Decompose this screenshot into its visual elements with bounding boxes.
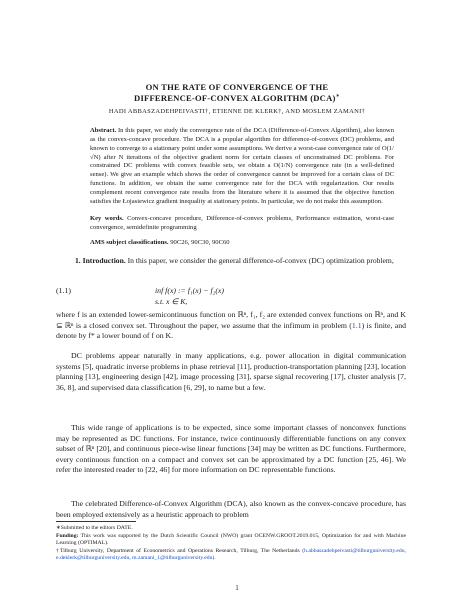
abstract [90, 127, 394, 207]
title-footnote-mark: ∗ [335, 94, 340, 100]
footnote-funding [56, 533, 406, 547]
ams-classification [90, 239, 394, 248]
paragraph-applications: DC problems appear naturally in many applications, e.g. power allocation in digital communication systems [5], quadratic inverse problems in phase retrieval [11], production-transportation planning [23], location planning [13], engineering design [42], image processing [31], sparse signal recovering [17], cluster analysis [7, 36, 8], and supervised data classification [6, 29], to name but a few. [56, 351, 406, 392]
paragraph-assumptions-text-2: ) is finite, and denote by f* a lower bound of f on K. [56, 320, 406, 341]
footnote-submitted: ∗Submitted to the editors DATE. [56, 525, 133, 531]
ams-codes: 90C26, 90C30, 90C60 [170, 239, 230, 246]
funding-label: Funding: [56, 533, 79, 539]
equation-number: (1.1) [56, 286, 71, 295]
keywords-label: Key words. [90, 215, 124, 222]
section-1-number: 1. [75, 256, 81, 265]
equation-constraint: s.t. x ∈ K, [155, 297, 188, 306]
keywords-text: Convex-concave procedure, Difference-of-convex problems, Performance estimation, worst-case convergence, semidefinite programming [90, 215, 394, 231]
abstract-text: In this paper, we study the convergence rate of the DCA (Difference-of-Convex Algorithm), also known as the convex-concave procedure. The DCA is a popular algorithm for difference-of-convex (DC) problems, and known to converge to a stationary point under some assumptions. We derive a worst-case convergence rate of O(1/√N) after N iterations of the objective gradient norm for certain classes of unconstrained DC problems. For constrained DC problems with convex feasible sets, we obtain a O(1/N) convergence rate (in a well-defined sense). We give an example which shows the order of convergence cannot be improved for a certain class of DC functions. In addition, we obtain the same convergence rate for the DCA with regularization. Our results complement recent convergence rate results from the literature where it is assumed that the objective function satisfies the Łojasiewicz gradient inequality at stationary points. In particular, we do not make this assumption. [90, 127, 394, 205]
email-link-3[interactable]: m.zamani_1@tilburguniversity.edu). [132, 555, 216, 562]
footnote-rule [56, 521, 136, 522]
paper-title-line-1: ON THE RATE OF CONVERGENCE OF THE [145, 82, 329, 92]
equation-reference-link[interactable]: 1.1 [351, 320, 362, 330]
footnote-affiliation [56, 548, 406, 562]
author-list: HADI ABBASZADEHPEIVASTI†, ETIENNE DE KLERK†, AND MOSLEM ZAMANI† [108, 108, 366, 115]
paragraph-dc-functions: This wide range of applications is to be expected, since some important classes of nonconvex functions may be represented as DC functions. For instance, twice continuously differentiable functions on any convex subset of ℝⁿ [20], and continuous piece-wise linear functions [34] may be written as DC functions. Furthermore, every continuous function on a compact and convex set can be approximated by a DC function [25, 46]. We refer the interested reader to [22, 46] for more information on DC representable functions. [56, 423, 406, 475]
affiliation-text: †Tilburg University, Department of Econometrics and Operations Research, Tilburg, The Netherlands [56, 548, 300, 554]
page-number: 1 [235, 584, 239, 592]
email-link-1[interactable]: (h.abbaszadehpeivasti@tilburguniversity.edu, [302, 548, 406, 554]
paper-title-line-2 [0, 93, 474, 103]
keywords [90, 215, 394, 233]
paper-title-line-2-text: DIFFERENCE-OF-CONVEX ALGORITHM (DCA) [134, 93, 336, 103]
paragraph-assumptions-text-1: where f is an extended lower-semicontinuous function on ℝⁿ, f₁, f₂ are extended convex functions on ℝⁿ, and K ⊆ ℝⁿ is a closed convex set. Throughout the paper, we assume that the infimum in problem ( [56, 310, 406, 330]
abstract-label: Abstract. [90, 127, 117, 134]
paragraph-dca: The celebrated Difference-of-Convex Algorithm (DCA), also known as the convex-concave procedure, has been employed extensively as a heuristic approach to problem [56, 499, 406, 519]
funding-text: This work was supported by the Dutch Scientific Council (NWO) grant OCENW.GROOT.2019.015, Optimization for and with Machine Learning (OPTIMAL). [56, 533, 406, 547]
section-1-intro-text: In this paper, we consider the general difference-of-convex (DC) optimization problem, [127, 256, 394, 265]
paragraph-problem-assumptions [56, 310, 406, 342]
ams-label: AMS subject classifications. [90, 239, 169, 246]
section-1-intro [75, 256, 405, 267]
email-link-2[interactable]: e.deklerk@tilburguniversity.edu, [56, 555, 131, 562]
equation-objective: inf f(x) := f₁(x) − f₂(x) [155, 286, 224, 295]
section-1-heading: Introduction. [82, 256, 126, 265]
